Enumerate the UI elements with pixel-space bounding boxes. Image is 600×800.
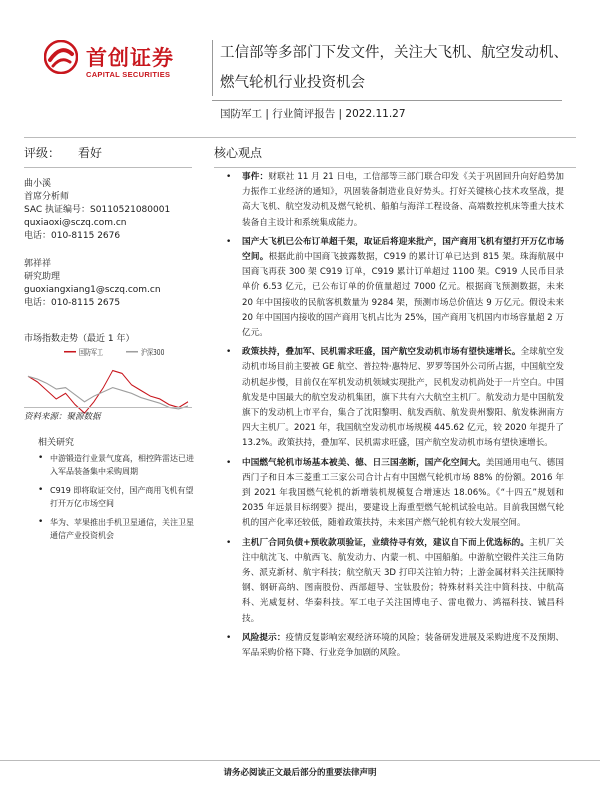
analyst-card	[24, 258, 161, 310]
bullet-icon: •	[226, 172, 232, 182]
section-rule	[24, 137, 576, 138]
core-point-text: 根据此前中国商飞披露数据，C919 的累计订单已达到 815 架。珠海航展中国商飞再获 300 架 C919 订单，C919 累计订单超过 1100 架。C919 人民币目录单价 6.53 亿元，已公布订单的价值量超过 7000 亿元。根据商飞预测数据，未来 20 年中国接收的民航客机数量为 9284 架，预测市场总价值达 9 万亿元。假设未来 20 年中国国内接收的国产商用飞机占比为 25%，国产商用飞机国内市场容量超 2 万亿元。	[242, 252, 564, 339]
legend-label: 国防军工	[79, 348, 103, 358]
analyst-email[interactable]: guoxiangxiang1@sczq.com.cn	[24, 285, 161, 295]
analyst-email[interactable]: quxiaoxi@sczq.com.cn	[24, 218, 127, 228]
report-title-line1: 工信部等多部门下发文件，关注大飞机、航空发动机、	[220, 45, 568, 61]
core-views-rule	[214, 167, 576, 168]
related-research-title: 相关研究	[38, 438, 75, 448]
core-point-lead: 中国燃气轮机市场基本被美、德、日三国垄断，国产化空间大。	[242, 457, 486, 468]
rating-label: 评级：	[24, 146, 61, 160]
market-chart-title: 市场指数走势（最近 1 年）	[24, 334, 135, 344]
core-point-lead: 主机厂合同负债+预收款项验证，业绩待寻有效，建议自下而上优选标的。	[242, 537, 530, 548]
chart-source: 资料来源：聚源数据	[24, 412, 101, 422]
core-points	[224, 170, 564, 665]
core-point-text: 疫情反复影响宏观经济环境的风险；装备研发进展及采购进度不及预期、军品采购价格下降、行业竞争加剧的风险。	[242, 632, 564, 659]
core-point-lead: 政策扶持，叠加军、民机需求旺盛，国产航空发动机市场有望快速增长。	[242, 347, 521, 358]
series-line	[28, 376, 188, 409]
core-views-title: 核心观点	[214, 146, 263, 160]
core-point-text: 美国通用电气、德国西门子和日本三菱重工三家公司合计占有中国燃气轮机市场 88% 的份额。2016 年到 2021 年我国燃气轮机的新增装机规模复合增速达 18.06%。《“十四五”规划和 2035 年远景目标纲要》提出，要建设上海重型燃气轮机试验电站。目前我国燃气轮机的国产化率还较低，随着政策扶持，未来国产燃气轮机有较大发展空间。	[242, 457, 564, 529]
bullet-icon: •	[226, 457, 232, 468]
brand-name-en: CAPITAL SECURITIES	[86, 70, 171, 79]
core-point	[224, 170, 564, 231]
core-point-text: 主机厂关注中航沈飞、中航西飞、航发动力、内蒙一机、中国船舶。中游航空锻件关注三角防务、派克新材、航宇科技；航空航天 3D 打印关注铂力特；上游金属材料关注抚顺特钢、钢研高纳、图南股份、西部超导、宝钛股份；特殊材料关注中简科技、中航高科、光威复材、华秦科技。军工电子关注国博电子、雷电微力、鸿福科技、铖昌科技。	[242, 537, 564, 624]
core-point-text: 财联社 11 月 21 日电，工信部等三部门联合印发《关于巩固回升向好趋势加力振作工业经济的通知》，巩固装备制造业良好势头。打好关键核心技术攻坚战，提高大飞机、航空发动机及燃气轮机、船舶与海洋工程设备、高端数控机床等重大技术装备自主设计和系统集成能力。	[242, 172, 564, 228]
core-point-text: 全球航空发动机市场目前主要被 GE 航空、普拉特·惠特尼、罗罗等国外公司所占据，中国航空发动机起步慢，目前仅在军机发动机领域实现批产，民机发动机尚处于一片空白。中国航发是中国最大的航空发动机集团，旗下共有六大航空主机厂。航发动力是中国航发旗下的发动机上市平台，集合了沈阳黎明、航发西航、航发贵州黎阳、航发株洲南方四大主机厂。2021 年，我国航空发动机市场规模 445.62 亿元，较 2020 年提升了 13.2%。政策扶持，叠加军、民机需求旺盛，国产航空发动机市场有望快速增长。	[242, 347, 564, 449]
bullet-icon: •	[226, 537, 232, 548]
analyst-cert: SAC 执证编号：S0110521080001	[24, 205, 171, 215]
bullet-icon: •	[226, 236, 232, 247]
analyst-phone: 电话：010-8115 2676	[24, 231, 121, 241]
company-logo	[44, 40, 204, 86]
bullet-icon: •	[226, 632, 232, 643]
header-divider	[212, 40, 213, 96]
related-research-item[interactable]: • 华为、苹果推出手机卫星通信，关注卫星通信产业投资机会	[38, 516, 198, 542]
related-research-item[interactable]: • 中游锻造行业景气度高，相控阵雷达已进入军品装备集中采购周期	[38, 452, 198, 478]
analyst-card	[24, 178, 170, 243]
capital-securities-logo-icon	[44, 40, 78, 74]
analyst-role: 首席分析师	[24, 192, 70, 202]
analyst-role: 研究助理	[24, 272, 61, 282]
analyst-phone: 电话：010-8115 2675	[24, 298, 121, 308]
core-point	[224, 631, 564, 661]
core-point	[224, 536, 564, 627]
related-research-item[interactable]: • C919 即将取证交付，国产商用飞机有望打开万亿市场空间	[38, 484, 198, 510]
report-meta: 国防军工 | 行业简评报告 | 2022.11.27	[220, 108, 406, 120]
related-research-list	[38, 452, 198, 548]
report-title	[220, 38, 580, 98]
rating-rule	[24, 167, 192, 168]
core-point	[224, 235, 564, 341]
report-title-line2: 燃气轮机行业投资机会	[220, 75, 365, 91]
core-point-lead: 国产大飞机已公布订单超千架，取证后将迎来批产，国产商用飞机有望打开万亿市场空间。	[242, 236, 564, 263]
core-point	[224, 345, 564, 451]
brand-name-cn: 首创证券	[86, 46, 174, 70]
core-point	[224, 456, 564, 532]
chart-source-rule	[24, 407, 192, 408]
rating	[24, 144, 102, 161]
legal-disclaimer: 请务必阅读正文最后部分的重要法律声明	[223, 768, 377, 778]
core-point-lead: 风险提示：	[242, 632, 286, 643]
bullet-icon: •	[226, 347, 232, 358]
rating-value: 看好	[78, 146, 103, 160]
legend-label: 沪深300	[141, 348, 165, 358]
footer-rule	[0, 760, 600, 761]
title-rule	[212, 100, 562, 101]
analyst-name: 曲小溪	[24, 179, 52, 189]
analyst-name: 郭祥祥	[24, 259, 52, 269]
core-point-lead: 事件：	[242, 172, 269, 182]
